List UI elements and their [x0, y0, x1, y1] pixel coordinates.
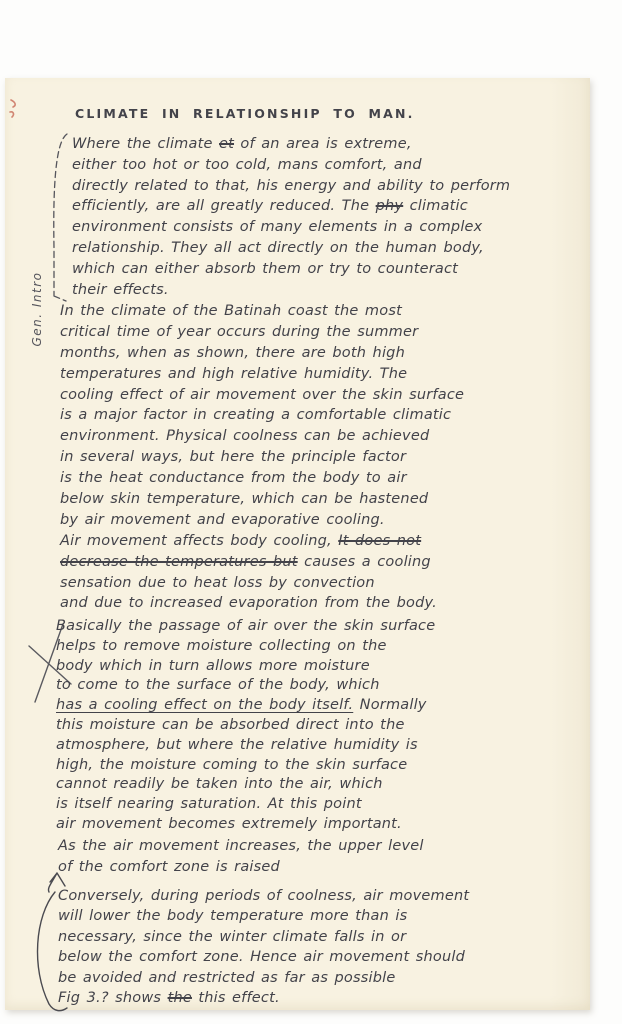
handwritten-line	[58, 968, 469, 988]
text-segment: which can either absorb them or try to counteract	[72, 260, 459, 277]
text-segment: to come to the surface of the body, which	[56, 677, 380, 694]
handwritten-line	[56, 696, 435, 716]
text-segment: Conversely, during periods of coolness, air movement	[58, 888, 470, 904]
text-segment: in several ways, but here the principle factor	[60, 449, 407, 466]
paragraph-conversely	[58, 886, 469, 1008]
text-segment: relationship. They all act directly on the human body,	[72, 239, 484, 256]
text-segment: below skin temperature, which can be hastened	[60, 491, 429, 508]
handwritten-line	[72, 259, 510, 280]
text-segment: sensation due to heat loss by convection	[60, 574, 375, 591]
paragraph-batinah-climate	[60, 301, 464, 614]
handwritten-line	[72, 196, 510, 217]
paragraph-moisture	[56, 617, 435, 835]
handwritten-line	[60, 552, 464, 573]
text-segment: atmosphere, but where the relative humidity is	[56, 736, 418, 753]
text-segment: air movement becomes extremely important.	[56, 815, 402, 832]
handwritten-line	[58, 886, 469, 906]
handwritten-line	[56, 795, 435, 815]
handwritten-line	[72, 176, 510, 197]
handwritten-line	[60, 343, 464, 364]
text-segment: this effect.	[191, 989, 280, 1006]
handwritten-line	[60, 510, 464, 531]
text-segment: high, the moisture coming to the skin surface	[56, 756, 408, 773]
text-segment: is itself nearing saturation. At this point	[56, 796, 362, 813]
text-segment: Fig 3.? shows	[58, 989, 168, 1006]
handwritten-line	[72, 280, 510, 301]
struck-text: It does not	[338, 532, 422, 549]
handwritten-line	[60, 573, 464, 594]
text-segment: is a major factor in creating a comfortable climatic	[60, 407, 452, 424]
handwritten-line	[60, 385, 464, 406]
handwritten-line	[58, 927, 469, 947]
handwritten-line	[56, 775, 435, 795]
text-segment: and due to increased evaporation from the body.	[60, 595, 437, 612]
handwritten-line	[58, 947, 469, 967]
handwritten-line	[60, 531, 464, 552]
text-segment: below the comfort zone. Hence air movement should	[58, 949, 465, 966]
handwritten-line	[60, 489, 464, 510]
handwritten-line	[56, 676, 435, 696]
text-segment: their effects.	[72, 281, 169, 298]
handwritten-line	[60, 364, 464, 385]
text-segment: months, when as shown, there are both high	[60, 344, 405, 361]
text-segment: climatic	[403, 198, 468, 215]
page-title: CLIMATE IN RELATIONSHIP TO MAN.	[75, 106, 415, 121]
handwritten-line	[56, 736, 435, 756]
text-segment: environment consists of many elements in a complex	[72, 219, 483, 236]
text-segment: efficiently, are all greatly reduced. The	[72, 198, 376, 215]
struck-text: et	[219, 136, 235, 152]
handwritten-line	[56, 637, 435, 657]
handwritten-line	[72, 155, 510, 176]
text-segment: necessary, since the winter climate falls in or	[58, 928, 407, 945]
text-segment: be avoided and restricted as far as possible	[58, 969, 396, 986]
text-segment: Basically the passage of air over the skin surface	[56, 618, 436, 634]
struck-text: the	[167, 989, 192, 1006]
text-segment: cannot readily be taken into the air, which	[56, 776, 383, 793]
text-segment: this moisture can be absorbed direct into the	[56, 716, 405, 733]
handwritten-line	[60, 593, 464, 614]
text-segment: of an area is extreme,	[234, 136, 412, 152]
text-segment: environment. Physical coolness can be achieved	[60, 428, 430, 445]
handwritten-line	[60, 426, 464, 447]
struck-text: decrease the temperatures but	[60, 553, 298, 570]
text-segment: of the comfort zone is raised	[58, 859, 280, 875]
handwritten-line	[58, 836, 424, 857]
handwritten-line	[56, 716, 435, 736]
handwritten-line	[56, 756, 435, 776]
paragraph-comfort-zone	[58, 836, 424, 878]
text-segment: In the climate of the Batinah coast the most	[60, 303, 402, 319]
handwritten-line	[60, 405, 464, 426]
struck-text: phy	[375, 198, 404, 215]
text-segment: cooling effect of air movement over the skin surface	[60, 386, 465, 403]
text-segment: body which in turn allows more moisture	[56, 657, 370, 674]
handwritten-line	[60, 301, 464, 322]
margin-note-gen-intro: Gen. Intro	[30, 271, 44, 347]
paragraph-gen-intro	[72, 134, 510, 300]
handwritten-line	[56, 815, 435, 835]
handwritten-line	[72, 217, 510, 238]
handwritten-line	[56, 657, 435, 677]
handwritten-line	[58, 906, 469, 926]
handwritten-line	[60, 468, 464, 489]
text-segment: As the air movement increases, the upper level	[58, 838, 424, 854]
handwritten-line	[60, 322, 464, 343]
text-segment: by air movement and evaporative cooling.	[60, 511, 385, 528]
handwritten-line	[60, 447, 464, 468]
text-segment: Where the climate	[72, 136, 219, 152]
text-segment: causes a cooling	[297, 553, 431, 570]
handwritten-line	[58, 857, 424, 878]
text-segment: directly related to that, his energy and ability to perform	[72, 177, 511, 194]
handwritten-line	[56, 617, 435, 637]
underlined-text: has a cooling effect on the body itself.	[56, 697, 354, 714]
handwritten-line	[72, 134, 510, 155]
text-segment: Air movement affects body cooling,	[60, 532, 339, 549]
text-segment: is the heat conductance from the body to air	[60, 470, 407, 487]
text-segment: either too hot or too cold, mans comfort, and	[72, 156, 422, 173]
text-segment: Normally	[353, 697, 427, 714]
handwritten-line	[72, 238, 510, 259]
text-segment: temperatures and high relative humidity. The	[60, 365, 408, 382]
text-segment: critical time of year occurs during the summer	[60, 323, 419, 340]
handwritten-line	[58, 988, 469, 1008]
text-segment: helps to remove moisture collecting on the	[56, 637, 387, 654]
text-segment: will lower the body temperature more than is	[58, 908, 408, 925]
